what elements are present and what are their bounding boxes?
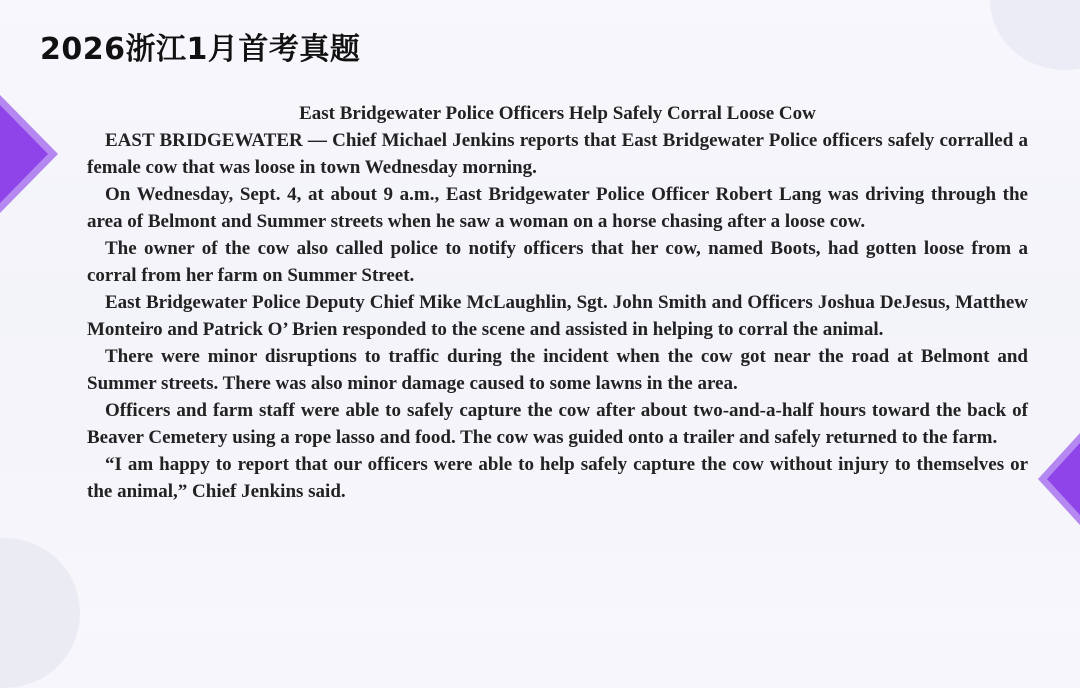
article-paragraph: East Bridgewater Police Deputy Chief Mike McLaughlin, Sgt. John Smith and Officers Joshua DeJesus, Matthew Monteiro and Patrick O’ Brien responded to the scene and assisted in helping to corral the animal. — [87, 292, 1028, 340]
article-paragraph: There were minor disruptions to traffic during the incident when the cow got near the road at Belmont and Summer streets. There was also minor damage caused to some lawns in the area. — [87, 346, 1028, 394]
decorative-triangle-left — [0, 95, 58, 213]
article-headline: East Bridgewater Police Officers Help Safely Corral Loose Cow — [299, 103, 816, 124]
decorative-triangle-right — [1038, 433, 1080, 525]
article-paragraph: On Wednesday, Sept. 4, at about 9 a.m., East Bridgewater Police Officer Robert Lang was driving through the area of Belmont and Summer streets when he saw a woman on a horse chasing after a loose cow. — [87, 184, 1028, 232]
article-paragraph: The owner of the cow also called police to notify officers that her cow, named Boots, had gotten loose from a corral from her farm on Summer Street. — [87, 238, 1028, 286]
decorative-circle-top-right — [990, 0, 1080, 70]
page-title: 2026浙江1月首考真题 — [40, 32, 361, 67]
article-paragraph: Officers and farm staff were able to safely capture the cow after about two-and-a-half hours toward the back of Beaver Cemetery using a rope lasso and food. The cow was guided onto a trailer and safely returned to the farm. — [87, 400, 1028, 448]
article — [87, 100, 1028, 505]
decorative-circle-bottom-left — [0, 538, 80, 688]
article-paragraph: “I am happy to report that our officers were able to help safely capture the cow without injury to themselves or the animal,” Chief Jenkins said. — [87, 454, 1028, 502]
article-paragraph: EAST BRIDGEWATER — Chief Michael Jenkins reports that East Bridgewater Police officers safely corralled a female cow that was loose in town Wednesday morning. — [87, 130, 1028, 178]
